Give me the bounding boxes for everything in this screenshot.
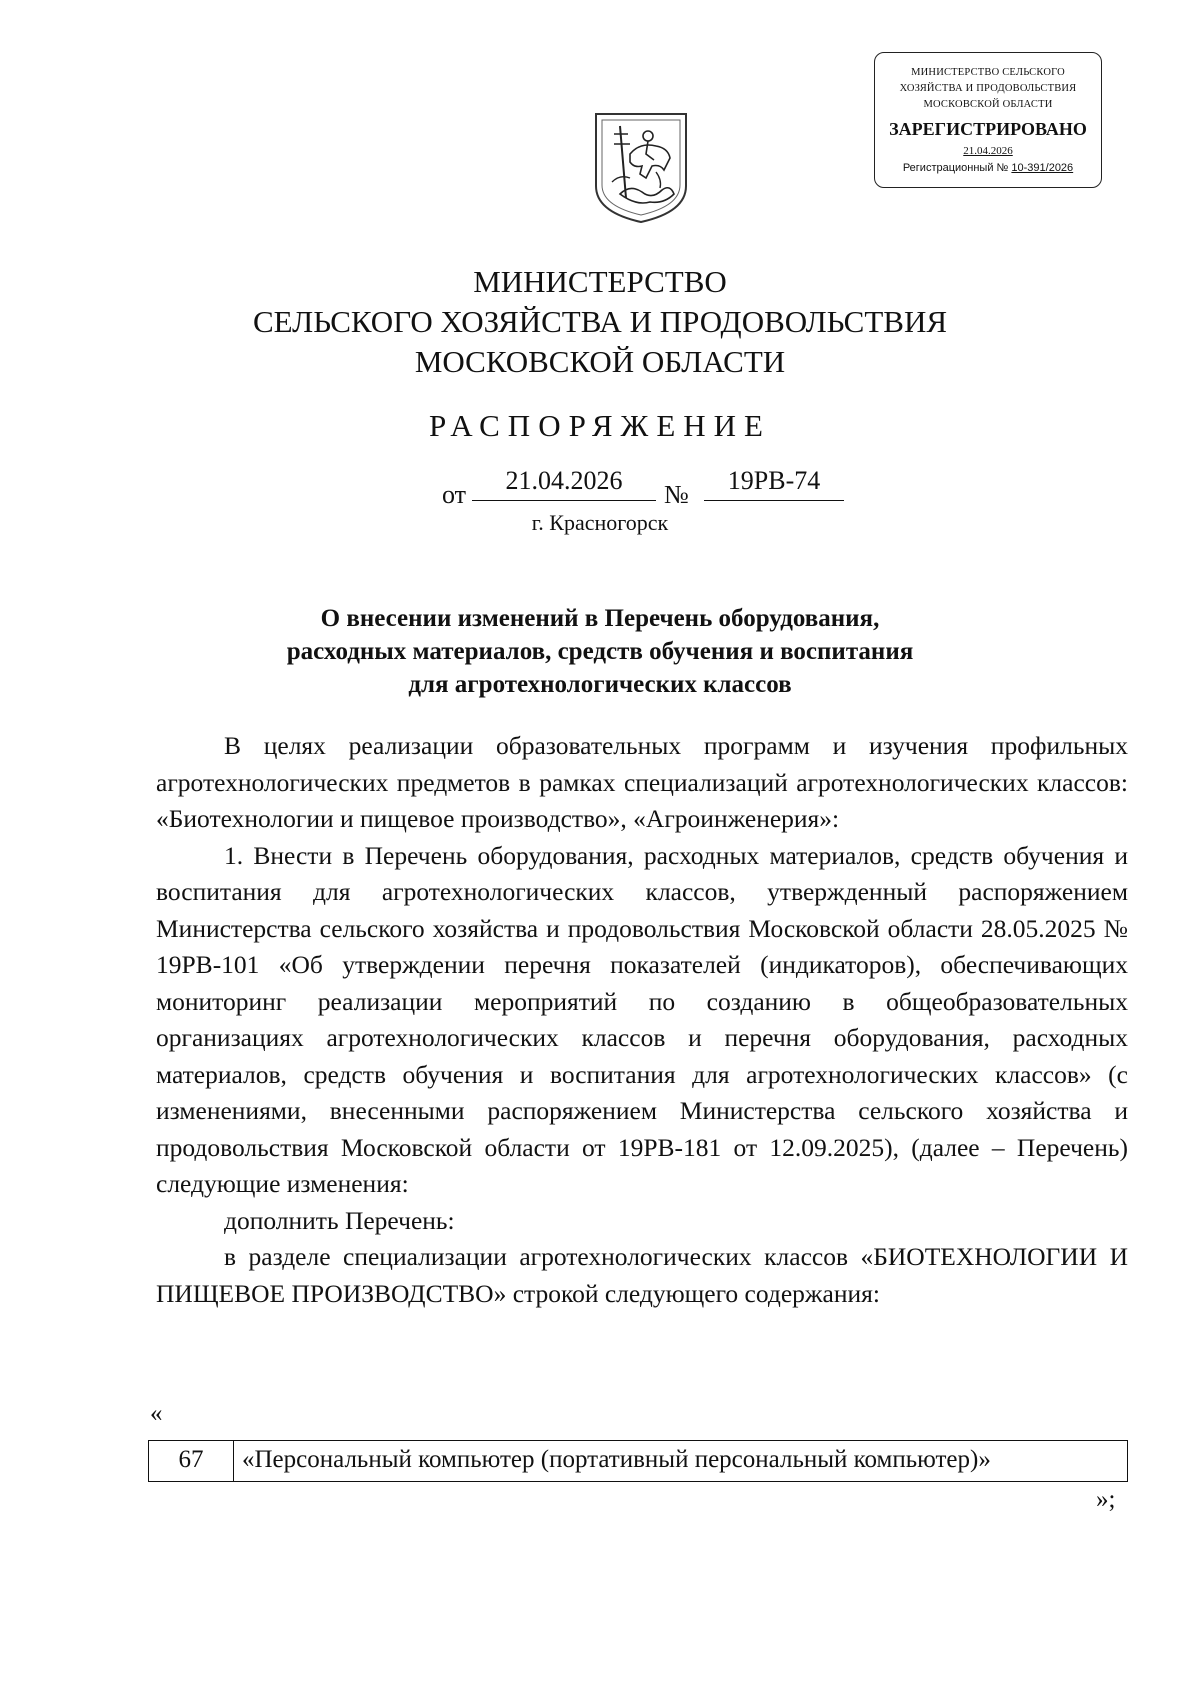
- ministry-line-3: МОСКОВСКОЙ ОБЛАСТИ: [414, 344, 786, 379]
- row-text: «Персональный компьютер (портативный персональный компьютер)»: [234, 1441, 1128, 1482]
- stamp-date: 21.04.2026: [963, 145, 1013, 157]
- registration-stamp: [874, 52, 1102, 188]
- number-label: №: [664, 480, 689, 509]
- subject-line-1: О внесении изменений в Перечень оборудования,: [320, 605, 880, 632]
- table-row: [149, 1441, 1128, 1482]
- stamp-status: ЗАРЕГИСТРИРОВАНО: [889, 119, 1087, 139]
- document-body: [156, 728, 1128, 1312]
- paragraph-supplement: дополнить Перечень:: [224, 1205, 455, 1235]
- subject-line-2: расходных материалов, средств обучения и воспитания: [286, 638, 914, 665]
- row-number: 67: [149, 1441, 234, 1482]
- subject-line-3: для агротехнологических классов: [408, 671, 792, 698]
- city: г. Красногорск: [531, 510, 669, 535]
- order-date: 21.04.2026: [472, 466, 656, 501]
- coat-of-arms-icon: [590, 108, 692, 226]
- from-label: от: [442, 480, 467, 509]
- inserted-rows-table: [148, 1440, 1128, 1482]
- stamp-reg: [875, 159, 1101, 177]
- document-subject: [0, 602, 1200, 701]
- stamp-line-1: МИНИСТЕРСТВО СЕЛЬСКОГО: [911, 67, 1065, 78]
- date-number-line: [442, 466, 842, 509]
- stamp-reg-number: 10-391/2026: [1011, 162, 1074, 174]
- document-type: РАСПОРЯЖЕНИЕ: [429, 408, 771, 443]
- stamp-line-3: МОСКОВСКОЙ ОБЛАСТИ: [923, 99, 1053, 110]
- order-number: 19РВ-74: [704, 466, 844, 501]
- ministry-line-1: МИНИСТЕРСТВО: [473, 264, 727, 299]
- close-quote: »;: [1096, 1486, 1116, 1513]
- stamp-line-2: ХОЗЯЙСТВА И ПРОДОВОЛЬСТВИЯ: [899, 83, 1077, 94]
- open-quote: «: [150, 1400, 163, 1427]
- ministry-line-2: СЕЛЬСКОГО ХОЗЯЙСТВА И ПРОДОВОЛЬСТВИЯ: [252, 304, 948, 339]
- paragraph-purpose: В целях реализации образовательных программ и изучения профильных агротехнологических предметов в рамках специализаций агротехнологических классов: «Биотехнологии и пищевое производство», «Агроинженерия»:: [156, 731, 1128, 833]
- paragraph-section: в разделе специализации агротехнологических классов «БИОТЕХНОЛОГИИ И ПИЩЕВОЕ ПРОИЗВОДСТВО» строкой следующего содержания:: [156, 1242, 1128, 1308]
- ministry-name: [0, 262, 1200, 382]
- paragraph-item-1: 1. Внести в Перечень оборудования, расходных материалов, средств обучения и воспитания для агротехнологических классов, утвержденный распоряжением Министерства сельского хозяйства и продовольствия Московской области 28.05.2025 № 19РВ-101 «Об утверждении перечня показателей (индикаторов), обеспечивающих мониторинг реализации мероприятий по созданию в общеобразовательных организациях агротехнологических классов и перечня оборудования, расходных материалов, средств обучения и воспитания для агротехнологических классов» (с изменениями, внесенными распоряжением Министерства сельского хозяйства и продовольствия Московской области от 19РВ-181 от 12.09.2025), (далее – Перечень) следующие изменения:: [156, 840, 1128, 1198]
- stamp-reg-label: Регистрационный №: [902, 162, 1012, 174]
